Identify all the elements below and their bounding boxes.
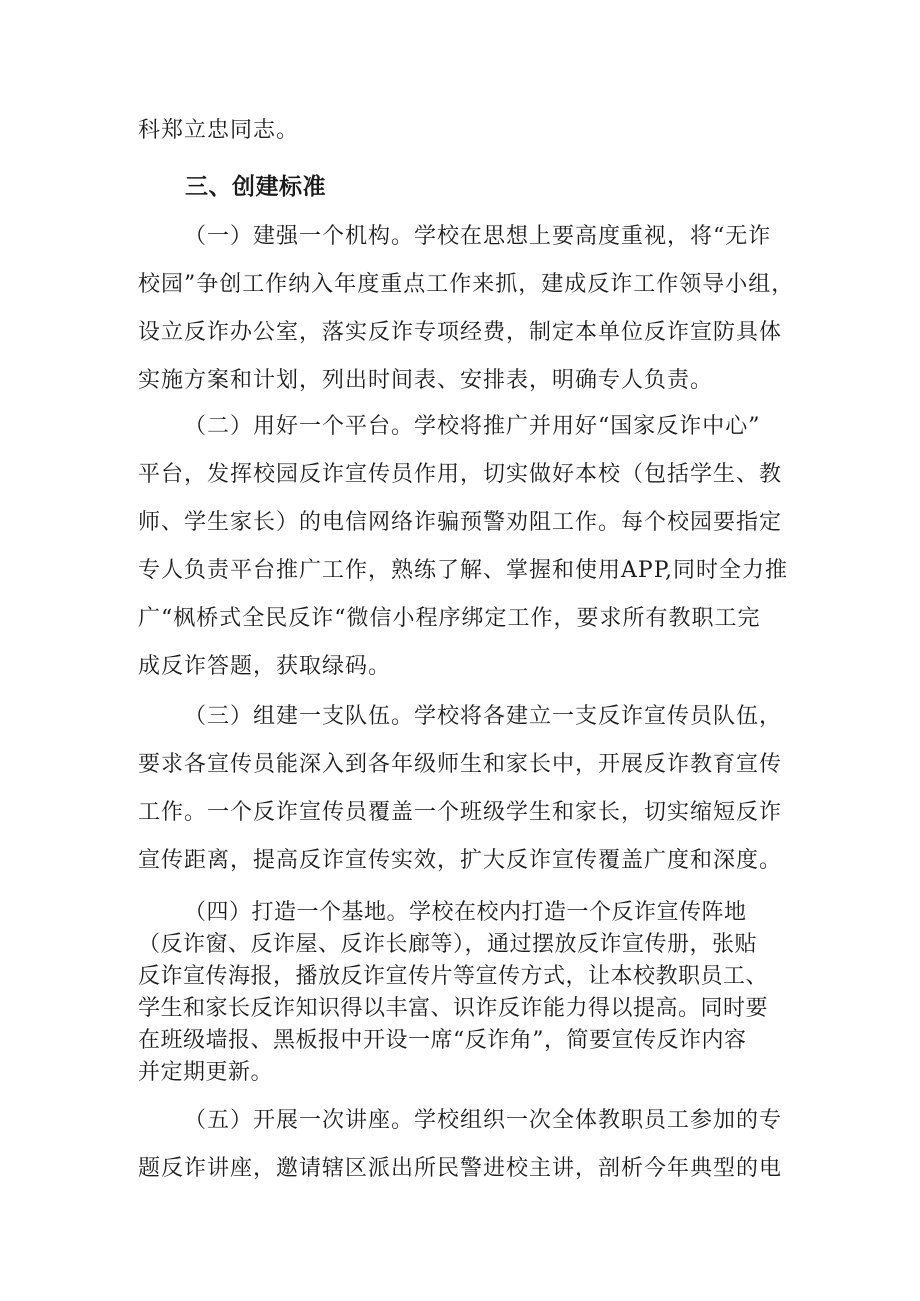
paragraph-line: 校园”争创工作纳入年度重点工作来抓，建成反诈工作领导小组， [138, 272, 795, 297]
section-heading: 三、创建标准 [185, 174, 326, 200]
paragraph-line: 宣传距离，提高反诈宣传实效，扩大反诈宣传覆盖广度和深度。 [138, 848, 783, 873]
paragraph-line: 实施方案和计划，列出时间表、安排表，明确专人负责。 [138, 368, 714, 393]
paragraph-line: 反诈宣传海报，播放反诈宣传片等宣传方式，让本校教职员工、 [138, 964, 769, 989]
paragraph-line: 工作。一个反诈宣传员覆盖一个班级学生和家长，切实缩短反诈 [138, 800, 783, 825]
paragraph-line: 题反诈讲座，邀请辖区派出所民警进校主讲，剖析今年典型的电 [138, 1156, 783, 1181]
paragraph-line: （二）用好一个平台。学校将推广并用好“国家反诈中心” [184, 414, 761, 439]
paragraph-line: 成反诈答题，获取绿码。 [138, 654, 392, 679]
paragraph-line: 师、学生家长）的电信网络诈骗预警劝阻工作。每个校园要指定 [138, 510, 783, 535]
paragraph-line: 广“枫桥式全民反诈“微信小程序绑定工作，要求所有教职工完 [138, 606, 761, 631]
paragraph-line: （五）开展一次讲座。学校组织一次全体教职员工参加的专 [184, 1108, 783, 1133]
paragraph-line: 专人负责平台推广工作，熟练了解、掌握和使用APP,同时全力推 [138, 558, 789, 583]
paragraph-line: 要求各宣传员能深入到各年级师生和家长中，开展反诈教育宣传 [138, 752, 783, 777]
paragraph-line: 在班级墙报、黑板报中开设一席“反诈角”，简要宣传反诈内容 [138, 1028, 747, 1053]
paragraph-line: （四）打造一个基地。学校在校内打造一个反诈宣传阵地 [184, 900, 747, 925]
paragraph-line: （一）建强一个机构。学校在思想上要高度重视，将“无诈 [184, 224, 772, 249]
continuation-line: 科郑立忠同志。 [138, 118, 300, 143]
paragraph-line: 学生和家长反诈知识得以丰富、识诈反诈能力得以提高。同时要 [138, 996, 769, 1021]
paragraph-line: （反诈窗、反诈屋、反诈长廊等），通过摆放反诈宣传册，张贴 [138, 932, 758, 957]
paragraph-line: 设立反诈办公室，落实反诈专项经费，制定本单位反诈宣防具体 [138, 320, 783, 345]
paragraph-line: （三）组建一支队伍。学校将各建立一支反诈宣传员队伍， [184, 704, 783, 729]
paragraph-line: 并定期更新。 [138, 1060, 274, 1085]
paragraph-line: 平台，发挥校园反诈宣传员作用，切实做好本校（包括学生、教 [138, 462, 783, 487]
